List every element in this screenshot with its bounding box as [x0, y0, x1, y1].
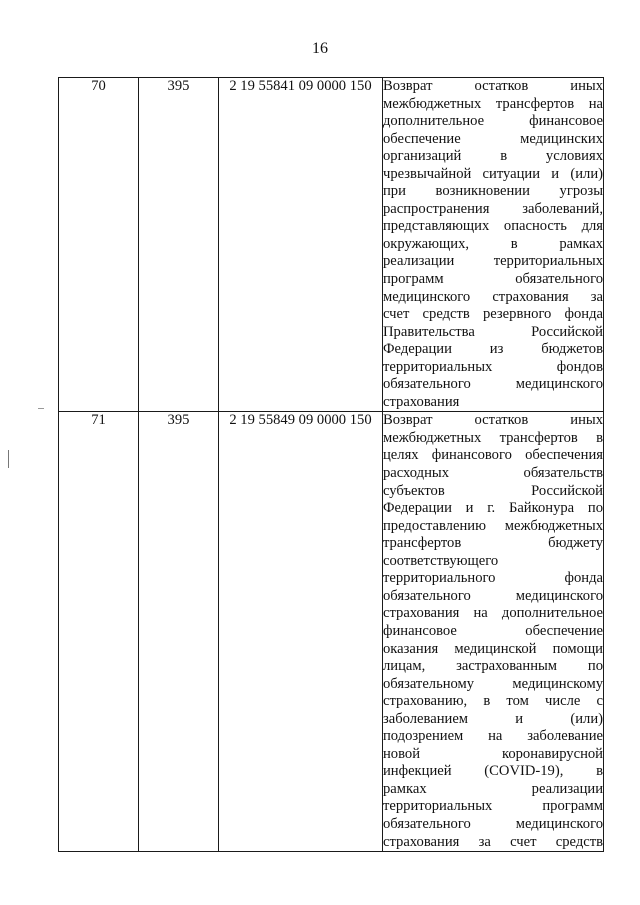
description-line: счет средств резервного фонда: [383, 306, 603, 323]
description-line: реализации территориальных: [383, 253, 603, 270]
description-line: новой коронавирусной: [383, 745, 603, 762]
description-line: дополнительное финансовое: [383, 113, 603, 130]
description-line: межбюджетных трансфертов в: [383, 429, 603, 446]
table-body: [59, 78, 604, 852]
description-line: страхования на дополнительное: [383, 605, 603, 622]
description-line: медицинского страхования за: [383, 288, 603, 305]
description-line: рамках реализации: [383, 780, 603, 797]
description-line: Правительства Российской: [383, 323, 603, 340]
description-line: Федерации и г. Байконура по: [383, 500, 603, 517]
description-line: организаций в условиях: [383, 148, 603, 165]
row-number: 71: [59, 412, 139, 852]
description-line: территориальных фондов: [383, 358, 603, 375]
description-line: обеспечение медицинских: [383, 130, 603, 147]
page-number: 16: [312, 40, 328, 57]
margin-scan-dot: [38, 408, 44, 409]
description-line: программ обязательного: [383, 271, 603, 288]
description-line: финансовое обеспечение: [383, 622, 603, 639]
description: [383, 78, 604, 412]
table-row: [59, 78, 604, 412]
description-line: обязательному медицинскому: [383, 675, 603, 692]
description-line: обязательного медицинского: [383, 376, 603, 393]
admin-code: 395: [139, 412, 219, 852]
description-line: чрезвычайной ситуации и (или): [383, 165, 603, 182]
description-line: страхованию, в том числе с: [383, 693, 603, 710]
description-line: заболеванием и (или): [383, 710, 603, 727]
description-line: оказания медицинской помощи: [383, 640, 603, 657]
description-line: при возникновении угрозы: [383, 183, 603, 200]
description-line: распространения заболеваний,: [383, 200, 603, 217]
description-line: расходных обязательств: [383, 465, 603, 482]
kbk-code: 2 19 55841 09 0000 150: [219, 78, 383, 412]
description-line: Возврат остатков иных: [383, 412, 603, 429]
description-line: подозрением на заболевание: [383, 728, 603, 745]
description-line: страхования: [383, 393, 460, 410]
description: [383, 412, 604, 852]
description-line: Возврат остатков иных: [383, 78, 603, 94]
kbk-code: 2 19 55849 09 0000 150: [219, 412, 383, 852]
description-line: территориального фонда: [383, 570, 603, 587]
description-line: инфекцией (COVID-19), в: [383, 763, 603, 780]
table-row: [59, 412, 604, 852]
margin-scan-mark: [8, 450, 9, 468]
description-line: соответствующего: [383, 552, 499, 569]
description-line: трансфертов бюджету: [383, 535, 603, 552]
description-line: обязательного медицинского: [383, 587, 603, 604]
description-line: страхования за счет средств: [383, 833, 603, 850]
description-line: субъектов Российской: [383, 482, 603, 499]
description-line: межбюджетных трансфертов на: [383, 95, 603, 112]
row-number: 70: [59, 78, 139, 412]
admin-code: 395: [139, 78, 219, 412]
description-line: территориальных программ: [383, 798, 603, 815]
budget-code-table: [58, 77, 604, 852]
description-line: обязательного медицинского: [383, 815, 603, 832]
description-line: представляющих опасность для: [383, 218, 603, 235]
description-line: Федерации из бюджетов: [383, 341, 603, 358]
description-line: предоставлению межбюджетных: [383, 517, 603, 534]
description-line: целях финансового обеспечения: [383, 447, 603, 464]
description-line: лицам, застрахованным по: [383, 658, 603, 675]
description-line: окружающих, в рамках: [383, 235, 603, 252]
